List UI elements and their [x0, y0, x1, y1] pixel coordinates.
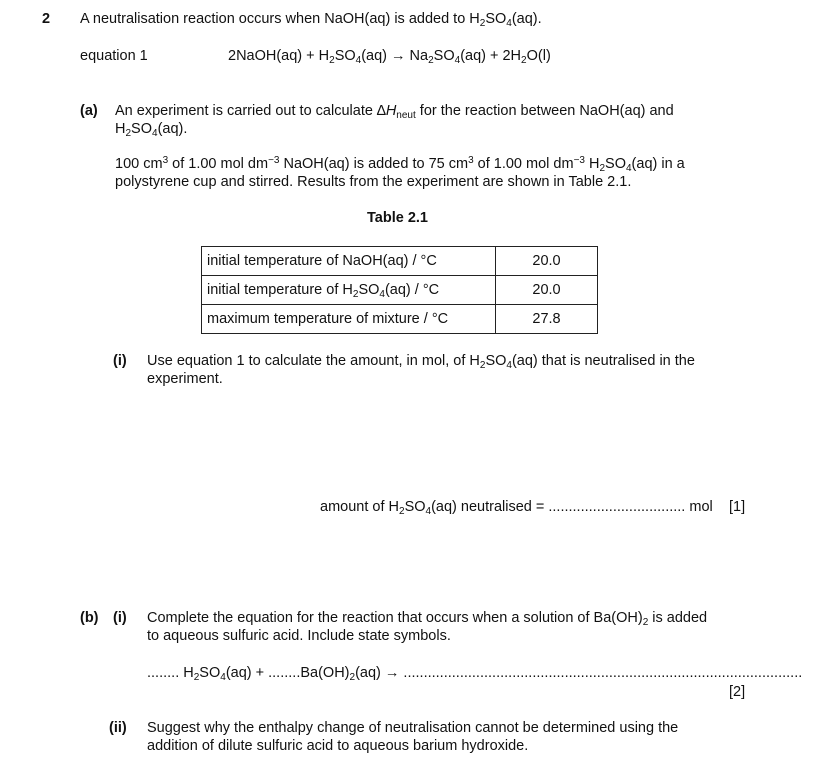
part-b-label: (b)	[80, 610, 99, 626]
table-row	[202, 247, 598, 276]
marks-a-i: [1]	[729, 499, 746, 515]
experiment-description-line-2: polystyrene cup and stirred. Results from the experiment are shown in Table 2.1.	[115, 174, 632, 190]
part-b-i-label: (i)	[113, 610, 127, 626]
part-b-i-line-2: to aqueous sulfuric acid. Include state symbols.	[147, 628, 451, 644]
answer-line-amount[interactable]: amount of $H_2SO_4(aq)$ neutralised = .................................. mol	[320, 499, 713, 517]
part-a-i-line-2: experiment.	[147, 371, 223, 387]
table-row	[202, 305, 598, 334]
question-intro: A neutralisation reaction occurs when NaOH(aq) is added to $H_2SO_4(aq)$.	[80, 11, 542, 29]
answer-dots[interactable]: ..................................	[548, 499, 686, 515]
coefficient-blank[interactable]: ........	[268, 665, 301, 681]
table-cell-value: 27.8	[496, 305, 598, 334]
part-b-ii-line-2: addition of dilute sulfuric acid to aqueous barium hydroxide.	[147, 738, 529, 754]
part-a-label: (a)	[80, 103, 98, 119]
table-cell-value: 20.0	[496, 247, 598, 276]
part-b-ii-line-1: Suggest why the enthalpy change of neutralisation cannot be determined using the	[147, 720, 679, 736]
products-blank[interactable]: ...................................................................................................	[403, 665, 803, 681]
part-b-ii-label: (ii)	[109, 720, 127, 736]
table-cell-value: 20.0	[496, 276, 598, 305]
table-title: Table 2.1	[367, 210, 428, 226]
table-cell-label: initial temperature of $H_2SO_4(aq) / ^\circ C$	[202, 276, 496, 305]
table-cell-label: initial temperature of NaOH(aq) / °C	[202, 247, 496, 276]
equation-answer-line[interactable]: ........ $H_2SO_4(aq) + ........Ba(OH)_2(aq)$ → ...................................................................................................	[147, 665, 803, 683]
part-a-line-2: $H_2SO_4(aq)$.	[115, 121, 188, 139]
part-a-line-1: An experiment is carried out to calculate $\Delta H_{neut}$ for the reaction between NaOH(aq) and	[115, 103, 674, 121]
results-table	[201, 246, 598, 334]
question-number: 2	[42, 11, 51, 27]
part-a-i-label: (i)	[113, 353, 127, 369]
part-a-i-line-1: Use equation 1 to calculate the amount, in mol, of $H_2SO_4(aq)$ that is neutralised in the	[147, 353, 695, 371]
table-row	[202, 276, 598, 305]
marks-b-i: [2]	[729, 684, 746, 700]
part-b-i-line-1: Complete the equation for the reaction that occurs when a solution of $Ba(OH)_2$ is added	[147, 610, 708, 628]
experiment-description-line-1: 100 $cm^3$ of 1.00 mol $dm^{-3}$ NaOH(aq) is added to 75 $cm^3$ of 1.00 mol $dm^{-3}$ $H_2SO_4(aq)$ in a	[115, 155, 685, 174]
equation-1: 2NaOH(aq) + $H_2SO_4(aq) \to Na_2SO_4(aq) + 2H_2O(l)$	[228, 48, 551, 66]
coefficient-blank[interactable]: ........	[147, 665, 180, 681]
equation-1-label: equation 1	[80, 48, 148, 64]
table-cell-label: maximum temperature of mixture / °C	[202, 305, 496, 334]
